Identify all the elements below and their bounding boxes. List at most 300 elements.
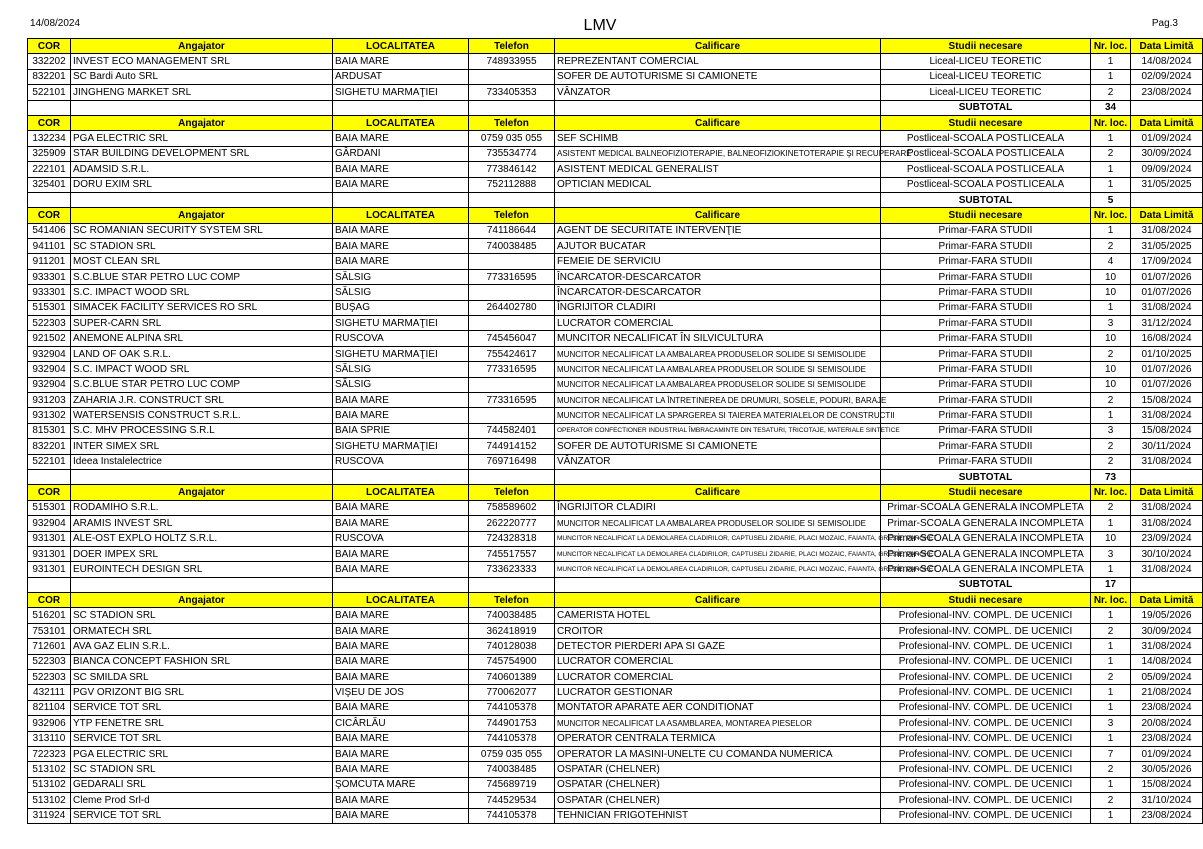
cell-angajator: PGV ORIZONT BIG SRL (71, 685, 333, 700)
cell-data: 01/07/2026 (1131, 377, 1203, 392)
subtotal-empty-cell (333, 192, 469, 207)
cell-angajator: ARAMIS INVEST SRL (71, 516, 333, 531)
cell-telefon: 773316595 (469, 269, 555, 284)
cell-studii: Profesional-INV. COMPL. DE UCENICI (881, 777, 1091, 792)
subtotal-empty-cell (71, 577, 333, 592)
cell-angajator: INTER SIMEX SRL (71, 439, 333, 454)
cell-nr: 1 (1091, 808, 1131, 823)
cell-localitate: RUSCOVA (333, 531, 469, 546)
cell-calificare: SOFER DE AUTOTURISME SI CAMIONETE (555, 439, 881, 454)
cell-angajator: SERVICE TOT SRL (71, 808, 333, 823)
cell-data: 30/05/2026 (1131, 762, 1203, 777)
cell-calificare: AGENT DE SECURITATE INTERVENŢIE (555, 223, 881, 238)
table-row (28, 392, 1203, 407)
cell-telefon: 741186644 (469, 223, 555, 238)
cell-cor: 515301 (28, 300, 71, 315)
cell-studii: Primar-FARA STUDII (881, 223, 1091, 238)
cell-data: 09/09/2024 (1131, 162, 1203, 177)
subtotal-row (28, 469, 1203, 484)
cell-localitate: RUSCOVA (333, 454, 469, 469)
col-header-telefon: Telefon (469, 593, 555, 608)
cell-calificare: SEF SCHIMB (555, 131, 881, 146)
table-row (28, 177, 1203, 192)
cell-calificare: ÎNGRIJITOR CLADIRI (555, 500, 881, 515)
cell-angajator: ANEMONE ALPINA SRL (71, 331, 333, 346)
cell-nr: 4 (1091, 254, 1131, 269)
cell-localitate: SIGHETU MARMAŢIEI (333, 346, 469, 361)
jobs-table-body (28, 39, 1203, 824)
cell-studii: Liceal-LICEU TEORETIC (881, 54, 1091, 69)
cell-cor: 932904 (28, 346, 71, 361)
cell-studii: Primar-FARA STUDII (881, 377, 1091, 392)
cell-localitate: SIGHETU MARMAŢIEI (333, 439, 469, 454)
cell-studii: Liceal-LICEU TEORETIC (881, 69, 1091, 84)
table-row (28, 608, 1203, 623)
cell-nr: 2 (1091, 439, 1131, 454)
cell-localitate: BAIA MARE (333, 408, 469, 423)
subtotal-empty-cell (555, 192, 881, 207)
col-header-cor: COR (28, 593, 71, 608)
cell-studii: Profesional-INV. COMPL. DE UCENICI (881, 685, 1091, 700)
table-row (28, 562, 1203, 577)
cell-cor: 712601 (28, 639, 71, 654)
subtotal-empty-cell (1131, 577, 1203, 592)
col-header-calificare: Calificare (555, 39, 881, 54)
cell-calificare: FEMEIE DE SERVICIU (555, 254, 881, 269)
cell-localitate: BAIA MARE (333, 731, 469, 746)
cell-cor: 132234 (28, 131, 71, 146)
cell-calificare: MUNCITOR NECALIFICAT LA ÎNTRETINEREA DE DRUMURI, SOSELE, PODURI, BARAJE (555, 392, 881, 407)
cell-localitate: BAIA MARE (333, 516, 469, 531)
cell-angajator: SC STADION SRL (71, 762, 333, 777)
cell-nr: 10 (1091, 362, 1131, 377)
col-header-cor: COR (28, 39, 71, 54)
cell-nr: 2 (1091, 85, 1131, 100)
col-header-nr-loc: Nr. loc. (1091, 39, 1131, 54)
cell-cor: 516201 (28, 608, 71, 623)
cell-cor: 325401 (28, 177, 71, 192)
cell-data: 02/09/2024 (1131, 69, 1203, 84)
cell-nr: 1 (1091, 177, 1131, 192)
cell-calificare: CAMERISTA HOTEL (555, 608, 881, 623)
cell-studii: Primar-SCOALA GENERALA INCOMPLETA (881, 546, 1091, 561)
cell-cor: 933301 (28, 269, 71, 284)
cell-studii: Profesional-INV. COMPL. DE UCENICI (881, 716, 1091, 731)
col-header-localitatea: LOCALITATEA (333, 208, 469, 223)
cell-telefon: 770062077 (469, 685, 555, 700)
cell-data: 31/08/2024 (1131, 639, 1203, 654)
cell-localitate: GÂRDANI (333, 146, 469, 161)
cell-calificare: MONTATOR APARATE AER CONDITIONAT (555, 700, 881, 715)
table-row (28, 700, 1203, 715)
table-row (28, 146, 1203, 161)
cell-data: 21/08/2024 (1131, 685, 1203, 700)
cell-nr: 3 (1091, 316, 1131, 331)
cell-localitate: BAIA MARE (333, 254, 469, 269)
cell-calificare: OSPATAR (CHELNER) (555, 777, 881, 792)
cell-angajator: JINGHENG MARKET SRL (71, 85, 333, 100)
cell-telefon (469, 254, 555, 269)
col-header-angajator: Angajator (71, 593, 333, 608)
cell-angajator: RODAMIHO S.R.L. (71, 500, 333, 515)
cell-studii: Profesional-INV. COMPL. DE UCENICI (881, 746, 1091, 761)
cell-telefon: 773846142 (469, 162, 555, 177)
cell-calificare: MUNCITOR NECALIFICAT LA AMBALAREA PRODUSELOR SOLIDE SI SEMISOLIDE (555, 362, 881, 377)
cell-localitate: SĂLSIG (333, 285, 469, 300)
cell-studii: Primar-FARA STUDII (881, 269, 1091, 284)
col-header-telefon: Telefon (469, 485, 555, 500)
cell-data: 01/09/2024 (1131, 131, 1203, 146)
cell-telefon (469, 408, 555, 423)
cell-nr: 1 (1091, 654, 1131, 669)
table-row (28, 531, 1203, 546)
cell-localitate: SĂLSIG (333, 269, 469, 284)
cell-telefon: 758589602 (469, 500, 555, 515)
cell-angajator: ORMATECH SRL (71, 623, 333, 638)
cell-telefon: 745689719 (469, 777, 555, 792)
header-row (28, 593, 1203, 608)
cell-angajator: SC ROMANIAN SECURITY SYSTEM SRL (71, 223, 333, 238)
cell-studii: Liceal-LICEU TEORETIC (881, 85, 1091, 100)
cell-data: 15/08/2024 (1131, 423, 1203, 438)
table-row (28, 546, 1203, 561)
cell-telefon: 733623333 (469, 562, 555, 577)
cell-telefon (469, 316, 555, 331)
cell-cor: 522101 (28, 454, 71, 469)
cell-localitate: BAIA MARE (333, 654, 469, 669)
col-header-calificare: Calificare (555, 593, 881, 608)
col-header-cor: COR (28, 115, 71, 130)
cell-cor: 931301 (28, 562, 71, 577)
cell-calificare: ASISTENT MEDICAL GENERALIST (555, 162, 881, 177)
cell-cor: 332202 (28, 54, 71, 69)
col-header-nr-loc: Nr. loc. (1091, 485, 1131, 500)
cell-studii: Profesional-INV. COMPL. DE UCENICI (881, 670, 1091, 685)
cell-telefon: 740601389 (469, 670, 555, 685)
cell-data: 31/08/2024 (1131, 454, 1203, 469)
cell-cor: 932904 (28, 516, 71, 531)
cell-cor: 522303 (28, 670, 71, 685)
cell-angajator: ZAHARIA J.R. CONSTRUCT SRL (71, 392, 333, 407)
table-row (28, 731, 1203, 746)
cell-angajator: PGA ELECTRIC SRL (71, 746, 333, 761)
cell-telefon: 744105378 (469, 700, 555, 715)
subtotal-value: 34 (1091, 100, 1131, 115)
subtotal-value: 5 (1091, 192, 1131, 207)
cell-calificare: MUNCITOR NECALIFICAT LA DEMOLAREA CLADIRILOR, CAPTUSELI ZIDARIE, PLACI MOZAIC, FAIANTA, GRESIE, PARCHET (555, 531, 881, 546)
cell-nr: 10 (1091, 331, 1131, 346)
cell-data: 23/08/2024 (1131, 85, 1203, 100)
col-header-cor: COR (28, 208, 71, 223)
cell-data: 30/10/2024 (1131, 546, 1203, 561)
cell-angajator: STAR BUILDING DEVELOPMENT SRL (71, 146, 333, 161)
cell-cor: 513102 (28, 777, 71, 792)
cell-cor: 932906 (28, 716, 71, 731)
subtotal-label: SUBTOTAL (881, 577, 1091, 592)
cell-cor: 941101 (28, 239, 71, 254)
cell-calificare: MUNCITOR NECALIFICAT ÎN SILVICULTURA (555, 331, 881, 346)
col-header-telefon: Telefon (469, 115, 555, 130)
cell-cor: 932904 (28, 377, 71, 392)
cell-cor: 832201 (28, 69, 71, 84)
table-row (28, 685, 1203, 700)
cell-localitate: BAIA MARE (333, 500, 469, 515)
cell-angajator: BIANCA CONCEPT FASHION SRL (71, 654, 333, 669)
table-row (28, 654, 1203, 669)
cell-nr: 1 (1091, 131, 1131, 146)
cell-studii: Primar-FARA STUDII (881, 254, 1091, 269)
table-row (28, 131, 1203, 146)
col-header-calificare: Calificare (555, 208, 881, 223)
cell-calificare: MUNCITOR NECALIFICAT LA ASAMBLAREA, MONTAREA PIESELOR (555, 716, 881, 731)
cell-nr: 2 (1091, 346, 1131, 361)
cell-cor: 722323 (28, 746, 71, 761)
col-header-angajator: Angajator (71, 115, 333, 130)
col-header-nr-loc: Nr. loc. (1091, 208, 1131, 223)
cell-telefon: 752112888 (469, 177, 555, 192)
cell-localitate: BAIA MARE (333, 54, 469, 69)
header-row (28, 39, 1203, 54)
cell-calificare: LUCRATOR GESTIONAR (555, 685, 881, 700)
cell-data: 31/10/2024 (1131, 793, 1203, 808)
table-row (28, 85, 1203, 100)
cell-cor: 522303 (28, 654, 71, 669)
cell-studii: Primar-SCOALA GENERALA INCOMPLETA (881, 562, 1091, 577)
cell-localitate: RUSCOVA (333, 331, 469, 346)
cell-localitate: VIŞEU DE JOS (333, 685, 469, 700)
col-header-calificare: Calificare (555, 115, 881, 130)
table-row (28, 746, 1203, 761)
col-header-cor: COR (28, 485, 71, 500)
cell-nr: 2 (1091, 793, 1131, 808)
table-row (28, 223, 1203, 238)
table-row (28, 639, 1203, 654)
cell-data: 14/08/2024 (1131, 654, 1203, 669)
cell-calificare: OSPATAR (CHELNER) (555, 793, 881, 808)
cell-telefon: 724328318 (469, 531, 555, 546)
cell-angajator: SC STADION SRL (71, 239, 333, 254)
cell-telefon: 0759 035 055 (469, 131, 555, 146)
cell-cor: 522303 (28, 316, 71, 331)
cell-nr: 10 (1091, 377, 1131, 392)
cell-data: 31/05/2025 (1131, 177, 1203, 192)
cell-calificare: LUCRATOR COMERCIAL (555, 316, 881, 331)
col-header-angajator: Angajator (71, 39, 333, 54)
cell-localitate: BAIA MARE (333, 808, 469, 823)
cell-localitate: BAIA MARE (333, 700, 469, 715)
cell-nr: 1 (1091, 223, 1131, 238)
cell-studii: Primar-SCOALA GENERALA INCOMPLETA (881, 500, 1091, 515)
cell-studii: Primar-FARA STUDII (881, 300, 1091, 315)
cell-data: 31/08/2024 (1131, 300, 1203, 315)
cell-cor: 222101 (28, 162, 71, 177)
cell-telefon: 362418919 (469, 623, 555, 638)
cell-telefon: 745754900 (469, 654, 555, 669)
cell-angajator: S.C. IMPACT WOOD SRL (71, 285, 333, 300)
cell-calificare: MUNCITOR NECALIFICAT LA SPARGEREA SI TAIEREA MATERIALELOR DE CONSTRUCTII (555, 408, 881, 423)
cell-data: 30/09/2024 (1131, 623, 1203, 638)
cell-localitate: BAIA SPRIE (333, 423, 469, 438)
cell-cor: 522101 (28, 85, 71, 100)
cell-localitate: BAIA MARE (333, 392, 469, 407)
subtotal-empty-cell (333, 577, 469, 592)
cell-telefon: 769716498 (469, 454, 555, 469)
subtotal-empty-cell (333, 469, 469, 484)
subtotal-row (28, 577, 1203, 592)
cell-localitate: SĂLSIG (333, 377, 469, 392)
subtotal-row (28, 100, 1203, 115)
cell-cor: 753101 (28, 623, 71, 638)
cell-nr: 1 (1091, 562, 1131, 577)
cell-angajator: LAND OF OAK S.R.L. (71, 346, 333, 361)
cell-studii: Profesional-INV. COMPL. DE UCENICI (881, 793, 1091, 808)
cell-studii: Primar-FARA STUDII (881, 408, 1091, 423)
cell-telefon: 773316595 (469, 392, 555, 407)
subtotal-empty-cell (71, 192, 333, 207)
table-row (28, 377, 1203, 392)
cell-angajator: GEDARALI SRL (71, 777, 333, 792)
subtotal-empty-cell (1131, 100, 1203, 115)
cell-calificare: OSPATAR (CHELNER) (555, 762, 881, 777)
col-header-telefon: Telefon (469, 39, 555, 54)
cell-angajator: ADAMSID S.R.L. (71, 162, 333, 177)
cell-data: 23/08/2024 (1131, 731, 1203, 746)
cell-data: 15/08/2024 (1131, 392, 1203, 407)
cell-angajator: SC Bardi Auto SRL (71, 69, 333, 84)
cell-data: 31/08/2024 (1131, 562, 1203, 577)
cell-calificare: MUNCITOR NECALIFICAT LA DEMOLAREA CLADIRILOR, CAPTUSELI ZIDARIE, PLACI MOZAIC, FAIANTA, GRESIE, PARCHET (555, 562, 881, 577)
table-row (28, 316, 1203, 331)
cell-calificare: ASISTENT MEDICAL BALNEOFIZIOTERAPIE, BALNEOFIZIOKINETOTERAPIE ŞI RECUPERARE (555, 146, 881, 161)
cell-studii: Primar-FARA STUDII (881, 454, 1091, 469)
cell-data: 01/10/2025 (1131, 346, 1203, 361)
cell-studii: Primar-FARA STUDII (881, 285, 1091, 300)
cell-telefon (469, 69, 555, 84)
cell-studii: Primar-FARA STUDII (881, 239, 1091, 254)
col-header-localitatea: LOCALITATEA (333, 485, 469, 500)
subtotal-empty-cell (28, 577, 71, 592)
cell-telefon: 740038485 (469, 762, 555, 777)
cell-cor: 815301 (28, 423, 71, 438)
cell-nr: 2 (1091, 670, 1131, 685)
cell-calificare: OPERATOR CONFECTIONER INDUSTRIAL ÎMBRACAMINTE DIN TESATURI, TRICOTAJE, MATERIALE SINTETICE (555, 423, 881, 438)
cell-data: 23/09/2024 (1131, 531, 1203, 546)
col-header-localitatea: LOCALITATEA (333, 593, 469, 608)
subtotal-empty-cell (469, 577, 555, 592)
cell-calificare: AJUTOR BUCATAR (555, 239, 881, 254)
table-row (28, 254, 1203, 269)
table-row (28, 516, 1203, 531)
table-row (28, 408, 1203, 423)
table-row (28, 69, 1203, 84)
cell-localitate: BAIA MARE (333, 177, 469, 192)
cell-calificare: CROITOR (555, 623, 881, 638)
cell-calificare: REPREZENTANT COMERCIAL (555, 54, 881, 69)
cell-nr: 10 (1091, 531, 1131, 546)
cell-data: 31/08/2024 (1131, 516, 1203, 531)
cell-studii: Primar-FARA STUDII (881, 439, 1091, 454)
col-header-data-limita: Data Limită (1131, 39, 1203, 54)
subtotal-row (28, 192, 1203, 207)
cell-localitate: BAIA MARE (333, 623, 469, 638)
cell-localitate: SIGHETU MARMAŢIEI (333, 85, 469, 100)
cell-studii: Primar-FARA STUDII (881, 331, 1091, 346)
table-row (28, 300, 1203, 315)
cell-cor: 513102 (28, 793, 71, 808)
header-row (28, 208, 1203, 223)
cell-cor: 821104 (28, 700, 71, 715)
cell-data: 30/09/2024 (1131, 146, 1203, 161)
cell-cor: 932904 (28, 362, 71, 377)
cell-nr: 1 (1091, 300, 1131, 315)
cell-telefon: 740128038 (469, 639, 555, 654)
cell-angajator: SC SMILDA SRL (71, 670, 333, 685)
cell-data: 20/08/2024 (1131, 716, 1203, 731)
cell-localitate: BAIA MARE (333, 562, 469, 577)
col-header-data-limita: Data Limită (1131, 115, 1203, 130)
cell-studii: Primar-SCOALA GENERALA INCOMPLETA (881, 516, 1091, 531)
cell-studii: Primar-FARA STUDII (881, 346, 1091, 361)
subtotal-empty-cell (469, 192, 555, 207)
cell-studii: Profesional-INV. COMPL. DE UCENICI (881, 639, 1091, 654)
cell-calificare: LUCRATOR COMERCIAL (555, 654, 881, 669)
cell-angajator: AVA GAZ ELIN S.R.L. (71, 639, 333, 654)
cell-calificare: LUCRATOR COMERCIAL (555, 670, 881, 685)
col-header-nr-loc: Nr. loc. (1091, 593, 1131, 608)
cell-telefon: 733405353 (469, 85, 555, 100)
print-date: 14/08/2024 (30, 18, 81, 29)
cell-cor: 325909 (28, 146, 71, 161)
cell-angajator: S.C. MHV PROCESSING S.R.L (71, 423, 333, 438)
table-row (28, 54, 1203, 69)
cell-telefon: 773316595 (469, 362, 555, 377)
cell-nr: 1 (1091, 639, 1131, 654)
cell-angajator: Cleme Prod Srl-d (71, 793, 333, 808)
subtotal-value: 17 (1091, 577, 1131, 592)
cell-cor: 933301 (28, 285, 71, 300)
cell-data: 01/07/2026 (1131, 285, 1203, 300)
table-row (28, 162, 1203, 177)
subtotal-empty-cell (1131, 469, 1203, 484)
jobs-table (27, 38, 1203, 824)
col-header-studii: Studii necesare (881, 593, 1091, 608)
cell-nr: 1 (1091, 700, 1131, 715)
cell-localitate: SĂLSIG (333, 362, 469, 377)
cell-telefon (469, 285, 555, 300)
cell-calificare: OPERATOR CENTRALA TERMICA (555, 731, 881, 746)
subtotal-empty-cell (555, 100, 881, 115)
subtotal-empty-cell (28, 192, 71, 207)
cell-nr: 1 (1091, 685, 1131, 700)
cell-localitate: BAIA MARE (333, 223, 469, 238)
cell-cor: 931301 (28, 531, 71, 546)
cell-angajator: PGA ELECTRIC SRL (71, 131, 333, 146)
cell-calificare: DETECTOR PIERDERI APA SI GAZE (555, 639, 881, 654)
cell-telefon: 748933955 (469, 54, 555, 69)
cell-angajator: WATERSENSIS CONSTRUCT S.R.L. (71, 408, 333, 423)
col-header-telefon: Telefon (469, 208, 555, 223)
cell-studii: Profesional-INV. COMPL. DE UCENICI (881, 654, 1091, 669)
col-header-localitatea: LOCALITATEA (333, 115, 469, 130)
col-header-data-limita: Data Limită (1131, 593, 1203, 608)
cell-telefon: 262220777 (469, 516, 555, 531)
cell-nr: 10 (1091, 269, 1131, 284)
cell-telefon: 744914152 (469, 439, 555, 454)
cell-telefon: 744105378 (469, 808, 555, 823)
cell-data: 01/07/2026 (1131, 362, 1203, 377)
subtotal-label: SUBTOTAL (881, 100, 1091, 115)
subtotal-empty-cell (71, 469, 333, 484)
